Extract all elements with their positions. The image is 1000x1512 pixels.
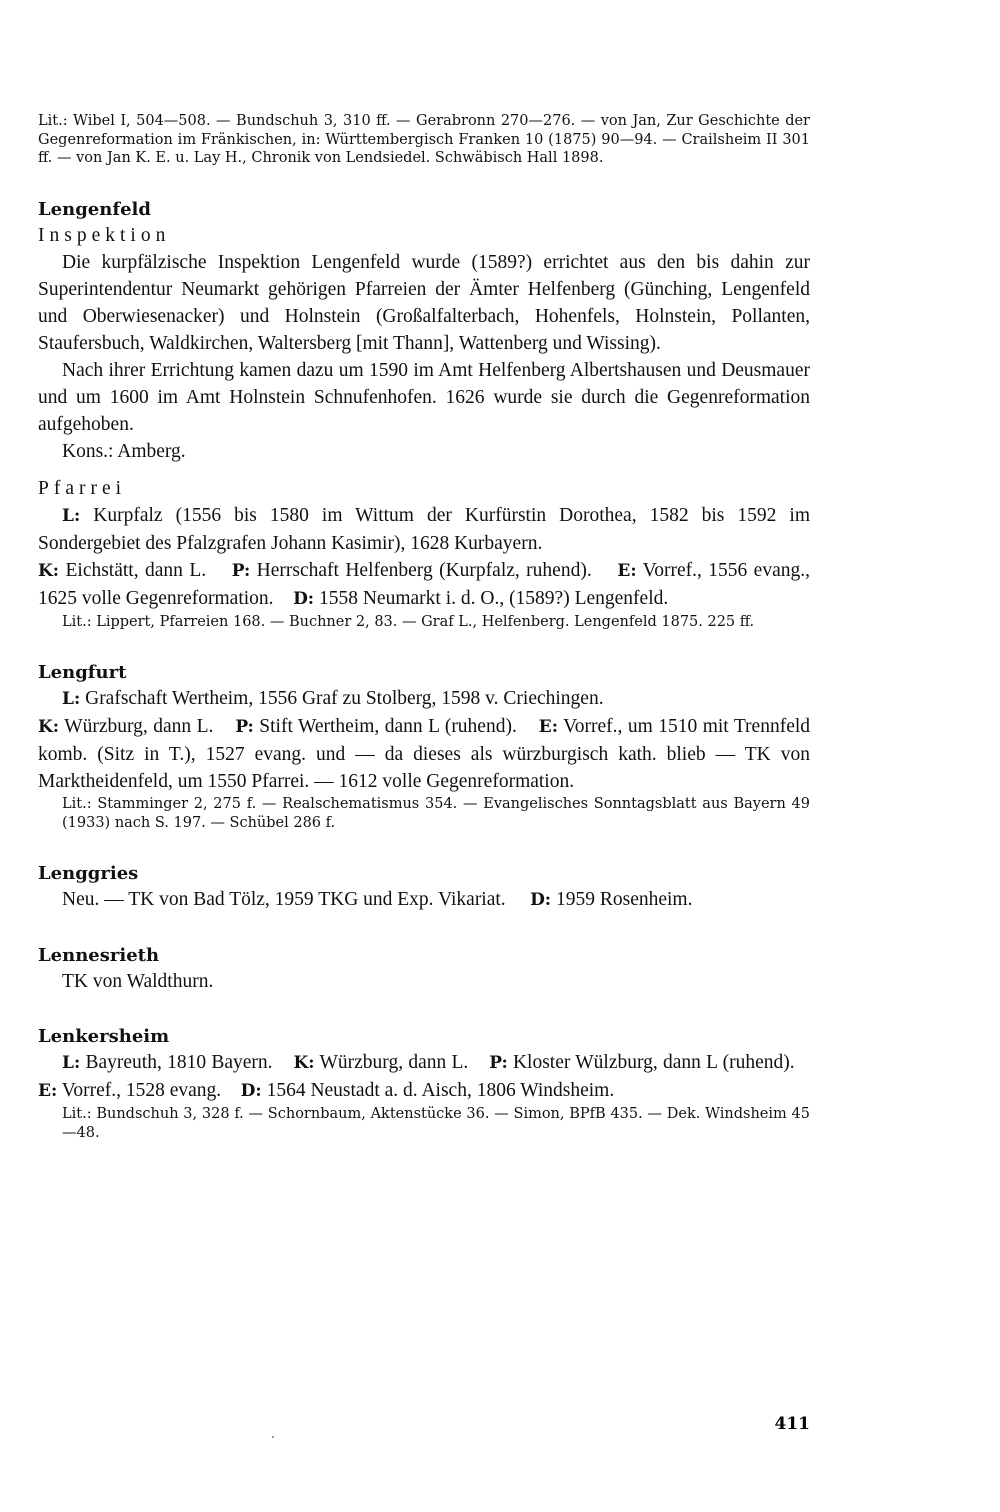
key-E: E: — [38, 1081, 58, 1101]
entry-details — [38, 685, 810, 795]
value-D: 1959 Rosenheim. — [555, 889, 693, 910]
key-P: P: — [235, 717, 254, 737]
value-K: Würzburg, dann L. — [64, 716, 214, 737]
entry-heading: Lengenfeld — [38, 198, 151, 220]
entry-lengfurt — [38, 661, 810, 832]
top-literature: Lit.: Wibel I, 504—508. — Bundschuh 3, 310 ff. — Gerabronn 270—276. — von Jan, Zur Geschichte der Gegenreformation im Fränkischen, in: Württembergisch Franken 10 (1875) 90—94. — Crailsheim II 301 ff. — von Jan K. E. u. Lay H., Chronik von Lendsiedel. Schwäbisch Hall 1898. — [38, 113, 810, 166]
entry-heading: Lenkersheim — [38, 1026, 170, 1047]
inspektion-paragraph-1: Die kurpfälzische Inspektion Lengenfeld wurde (1589?) errichtet aus den bis dahin zur Superintendentur Neumarkt gehörigen Pfarreien der Ämter Helfenberg (Günching, Lengenfeld und Oberwiesenacker) und Holnstein (Großalfalterbach, Hohenfels, Holnstein, Pollanten, Staufersbuch, Waldkirchen, Waltersberg [mit Thann], Wattenberg und Wissing). — [38, 251, 810, 354]
key-K: K: — [293, 1053, 315, 1073]
section-label-pfarrei: Pfarrei — [38, 477, 127, 499]
value-L: Kurpfalz (1556 bis 1580 im Wittum der Kurfürstin Dorothea, 1582 bis 1592 im Sondergebiet des Pfalzgrafen Johann Kasimir), 1628 Kurbayern. — [38, 504, 811, 554]
section-label-inspektion: Inspektion — [38, 224, 171, 246]
entry-heading: Lenggries — [38, 863, 139, 884]
entry-details — [38, 1049, 810, 1105]
scan-speck — [272, 1436, 274, 1438]
value-P: Herrschaft Helfenberg (Kurpfalz, ruhend). — [256, 559, 592, 581]
value-E: Vorref., 1556 evang., 1625 volle Gegenreformation. — [38, 559, 810, 609]
page-number: 411 — [774, 1414, 810, 1434]
value-E: Vorref., 1528 evang. — [61, 1080, 222, 1101]
key-K: K: — [38, 560, 60, 581]
key-D: D: — [240, 1081, 262, 1101]
entry-lengenfeld — [38, 198, 810, 632]
value-E: Vorref., um 1510 mit Trennfeld komb. (Sitz in T.), 1527 evang. und — da dieses als würzburgisch kath. blieb — TK von Marktheidenfeld, um 1550 Pfarrei. — 1612 volle Gegenreformation. — [38, 716, 811, 792]
key-L: L: — [62, 505, 81, 526]
entry-text: Neu. — TK von Bad Tölz, 1959 TKG und Exp. Vikariat. — [62, 889, 506, 910]
entry-literature: Lit.: Lippert, Pfarreien 168. — Buchner 2, 83. — Graf L., Helfenberg. Lengenfeld 1875. 225 ff. — [62, 613, 755, 630]
value-L: Bayreuth, 1810 Bayern. — [85, 1052, 273, 1073]
key-D: D: — [530, 890, 552, 910]
key-P: P: — [231, 560, 251, 581]
entry-literature: Lit.: Bundschuh 3, 328 f. — Schornbaum, Aktenstücke 36. — Simon, BPfB 435. — Dek. Windsheim 45—48. — [62, 1106, 810, 1141]
page-body — [38, 112, 810, 1142]
key-E: E: — [538, 717, 558, 737]
pfarrei-details — [38, 502, 810, 613]
key-P: P: — [489, 1053, 508, 1073]
entry-lenkersheim — [38, 1025, 810, 1142]
entry-text: TK von Waldthurn. — [62, 971, 214, 992]
value-K: Würzburg, dann L. — [319, 1052, 469, 1073]
entry-literature: Lit.: Stamminger 2, 275 f. — Realschematismus 354. — Evangelisches Sonntagsblatt aus Bayern 49 (1933) nach S. 197. — Schübel 286 f. — [62, 796, 810, 831]
kons-line: Kons.: Amberg. — [62, 440, 186, 462]
key-L: L: — [62, 1053, 81, 1073]
key-E: E: — [617, 560, 637, 581]
key-L: L: — [62, 689, 81, 709]
entry-lennesrieth — [38, 944, 810, 995]
value-L: Grafschaft Wertheim, 1556 Graf zu Stolberg, 1598 v. Criechingen. — [85, 688, 604, 709]
key-K: K: — [38, 717, 60, 737]
value-P: Kloster Wülzburg, dann L (ruhend). — [512, 1052, 795, 1073]
entry-lenggries — [38, 862, 810, 914]
entry-heading: Lengfurt — [38, 662, 127, 683]
value-D: 1558 Neumarkt i. d. O., (1589?) Lengenfeld. — [318, 587, 669, 609]
key-D: D: — [293, 588, 315, 609]
value-D: 1564 Neustadt a. d. Aisch, 1806 Windsheim. — [266, 1080, 615, 1101]
entry-heading: Lennesrieth — [38, 945, 160, 966]
value-K: Eichstätt, dann L. — [65, 559, 207, 581]
entry-details — [38, 886, 810, 914]
value-P: Stift Wertheim, dann L (ruhend). — [259, 716, 517, 737]
inspektion-paragraph-2: Nach ihrer Errichtung kamen dazu um 1590 im Amt Helfenberg Albertshausen und Deusmauer und um 1600 im Amt Holnstein Schnufenhofen. 1626 wurde sie durch die Gegenreformation aufgehoben. — [38, 359, 810, 435]
